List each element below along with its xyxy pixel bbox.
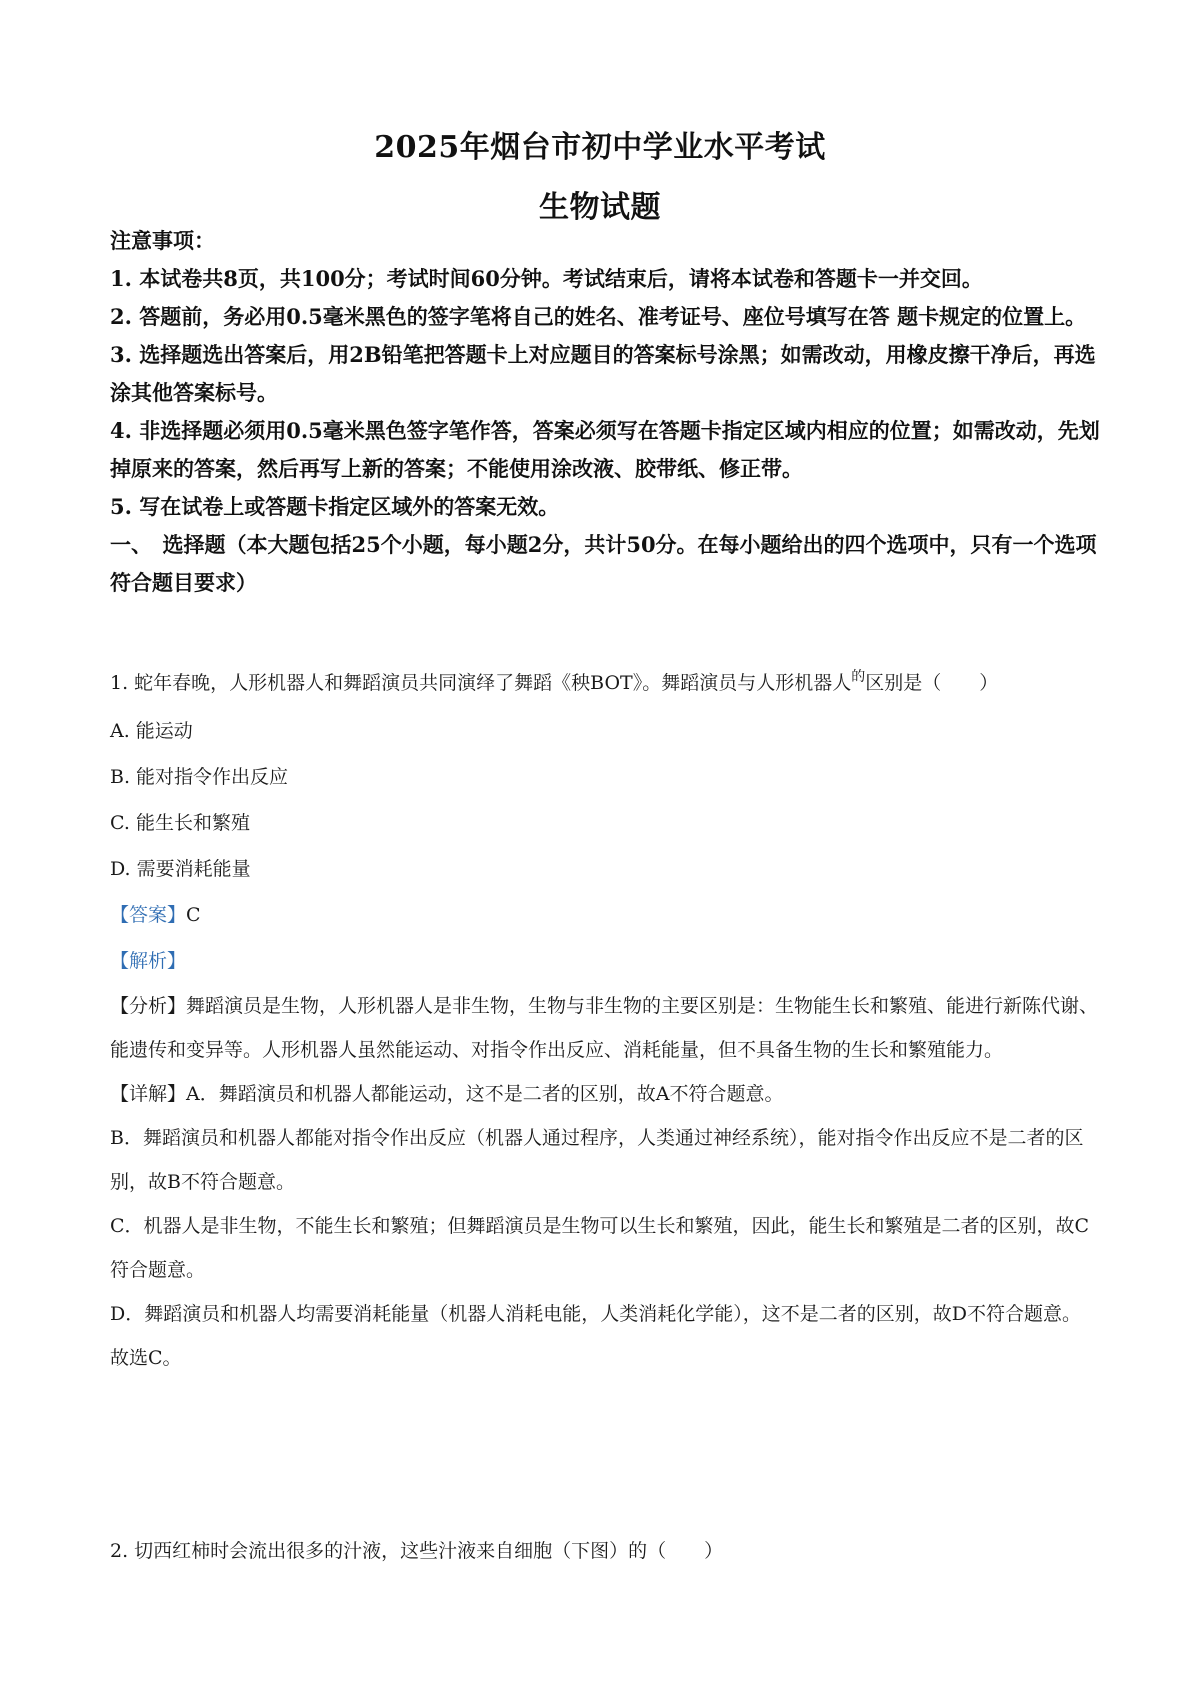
analysis-block	[110, 984, 1100, 1380]
explanation-label: 【解析】	[110, 950, 187, 972]
question-stem-tail: 区别是（ ）	[865, 672, 999, 694]
notice-heading: 注意事项：	[110, 228, 215, 253]
detail-paragraph: B．舞蹈演员和机器人都能对指令作出反应（机器人通过程序，人类通过神经系统），能对指令作出反应不是二者的区别，故B不符合题意。	[110, 1127, 1084, 1193]
option-c: C. 能生长和繁殖	[110, 812, 250, 834]
option-a: A. 能运动	[110, 720, 193, 742]
notice-block	[110, 222, 1100, 602]
option-b: B. 能对指令作出反应	[110, 766, 289, 788]
notice-item: 5. 写在试卷上或答题卡指定区域外的答案无效。	[110, 494, 560, 519]
notice-item: 4. 非选择题必须用0.5毫米黑色签字笔作答，答案必须写在答题卡指定区域内相应的位置；如需改动，先划掉原来的答案，然后再写上新的答案；不能使用涂改液、胶带纸、修正带。	[110, 418, 1100, 481]
answer-label: 【答案】	[110, 904, 187, 926]
question-stem-text: 1. 蛇年春晚，人形机器人和舞蹈演员共同演绎了舞蹈《秧BOT》。舞蹈演员与人形机器人	[110, 672, 852, 694]
detail-paragraph: D．舞蹈演员和机器人均需要消耗能量（机器人消耗电能，人类消耗化学能），这不是二者的区别，故D不符合题意。	[110, 1303, 1081, 1325]
answer-value: C	[186, 904, 201, 926]
question-stem-sup: 的	[851, 669, 866, 685]
option-d: D. 需要消耗能量	[110, 858, 251, 880]
notice-item: 1. 本试卷共8页，共100分；考试时间60分钟。考试结束后，请将本试卷和答题卡一并交回。	[110, 266, 983, 291]
analysis-paragraph: 【分析】舞蹈演员是生物，人形机器人是非生物，生物与非生物的主要区别是：生物能生长和繁殖、能进行新陈代谢、能遗传和变异等。人形机器人虽然能运动、对指令作出反应、消耗能量，但不具备生物的生长和繁殖能力。	[110, 995, 1099, 1061]
exam-subtitle: 生物试题	[539, 190, 661, 225]
exam-title: 2025年烟台市初中学业水平考试	[374, 130, 826, 165]
detail-paragraph: 【详解】A．舞蹈演员和机器人都能运动，这不是二者的区别，故A不符合题意。	[110, 1083, 784, 1105]
question-stem	[110, 660, 1100, 708]
conclusion: 故选C。	[110, 1347, 182, 1369]
notice-item: 2. 答题前，务必用0.5毫米黑色的签字笔将自己的姓名、准考证号、座位号填写在答 题卡规定的位置上。	[110, 304, 1087, 329]
answer-line	[110, 892, 1100, 938]
section-heading: 一、 选择题（本大题包括25个小题，每小题2分，共计50分。在每小题给出的四个选项中，只有一个选项符合题目要求）	[110, 532, 1097, 595]
question-1	[110, 660, 1100, 1380]
notice-item: 3. 选择题选出答案后，用2B铅笔把答题卡上对应题目的答案标号涂黑；如需改动，用橡皮擦干净后，再选涂其他答案标号。	[110, 342, 1096, 405]
question-2	[110, 1536, 1100, 1563]
detail-paragraph: C．机器人是非生物，不能生长和繁殖；但舞蹈演员是生物可以生长和繁殖，因此，能生长和繁殖是二者的区别，故C符合题意。	[110, 1215, 1090, 1281]
question-stem: 2. 切西红柿时会流出很多的汁液，这些汁液来自细胞（下图）的（ ）	[110, 1540, 724, 1562]
